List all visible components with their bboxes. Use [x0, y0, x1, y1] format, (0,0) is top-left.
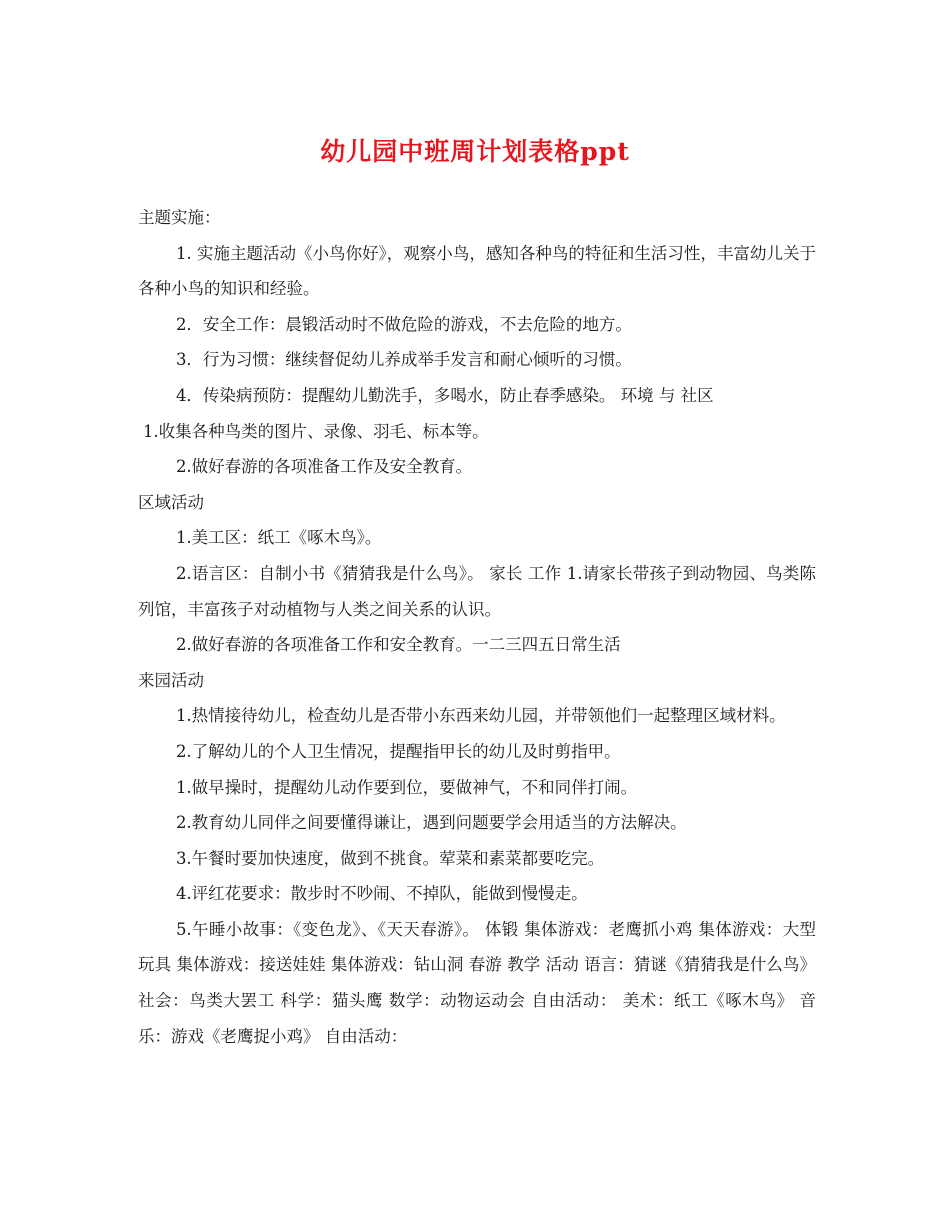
paragraph: 3.午餐时要加快速度，做到不挑食。荤菜和素菜都要吃完。	[175, 848, 605, 868]
paragraph: 1.美工区：纸工《啄木鸟》。	[175, 528, 382, 548]
paragraph-heading-theme: 主题实施：	[138, 208, 221, 227]
paragraph-heading-area: 区域活动	[138, 492, 204, 512]
paragraph-heading-arrival: 来园活动	[138, 670, 204, 690]
paragraph: 1.收集各种鸟类的图片、录像、羽毛、标本等。	[142, 421, 489, 441]
paragraph: 2.做好春游的各项准备工作及安全教育。	[175, 457, 473, 477]
paragraph: 4．传染病预防：提醒幼儿勤洗手，多喝水，防止春季感染。 环境 与 社区	[175, 385, 714, 405]
paragraph: 2.了解幼儿的个人卫生情况，提醒指甲长的幼儿及时剪指甲。	[175, 741, 621, 761]
document-title: 幼儿园中班周计划表格ppt	[320, 137, 630, 166]
paragraph: 1.做早操时，提醒幼儿动作要到位，要做神气，不和同伴打闹。	[175, 777, 638, 797]
paragraph: 5.午睡小故事：《变色龙》、《天天春游》。 体锻 集体游戏：老鹰抓小鸡 集体游戏：大型玩具 集体游戏：接送娃娃 集体游戏：钻山洞 春游 教学 活动 语言：猜谜《猜猜我是什么鸟》 社会：鸟类大罢工 科学：猫头鹰 数学：动物运动会 自由活动： 美术：纸工《啄木鸟》 音乐：游戏《老鹰捉小鸡》 自由活动：	[138, 919, 816, 1046]
paragraph: 2.做好春游的各项准备工作和安全教育。一二三四五日常生活	[175, 635, 621, 655]
paragraph: 2．安全工作：晨锻活动时不做危险的游戏，不去危险的地方。	[175, 314, 632, 334]
document-body	[138, 200, 816, 1054]
paragraph: 1.热情接待幼儿，检查幼儿是否带小东西来幼儿园，并带领他们一起整理区域材料。	[175, 706, 786, 726]
paragraph: 2.教育幼儿同伴之间要懂得谦让，遇到问题要学会用适当的方法解决。	[175, 813, 687, 833]
paragraph: 1. 实施主题活动《小鸟你好》，观察小鸟，感知各种鸟的特征和生活习性，丰富幼儿关于各种小鸟的知识和经验。	[138, 243, 816, 299]
paragraph: 3．行为习惯：继续督促幼儿养成举手发言和耐心倾听的习惯。	[175, 350, 632, 370]
paragraph: 4.评红花要求：散步时不吵闹、不掉队，能做到慢慢走。	[175, 884, 588, 904]
paragraph: 2.语言区：自制小书《猜猜我是什么鸟》。 家长 工作 1.请家长带孩子到动物园、鸟类陈列馆，丰富孩子对动植物与人类之间关系的认识。	[138, 563, 816, 619]
